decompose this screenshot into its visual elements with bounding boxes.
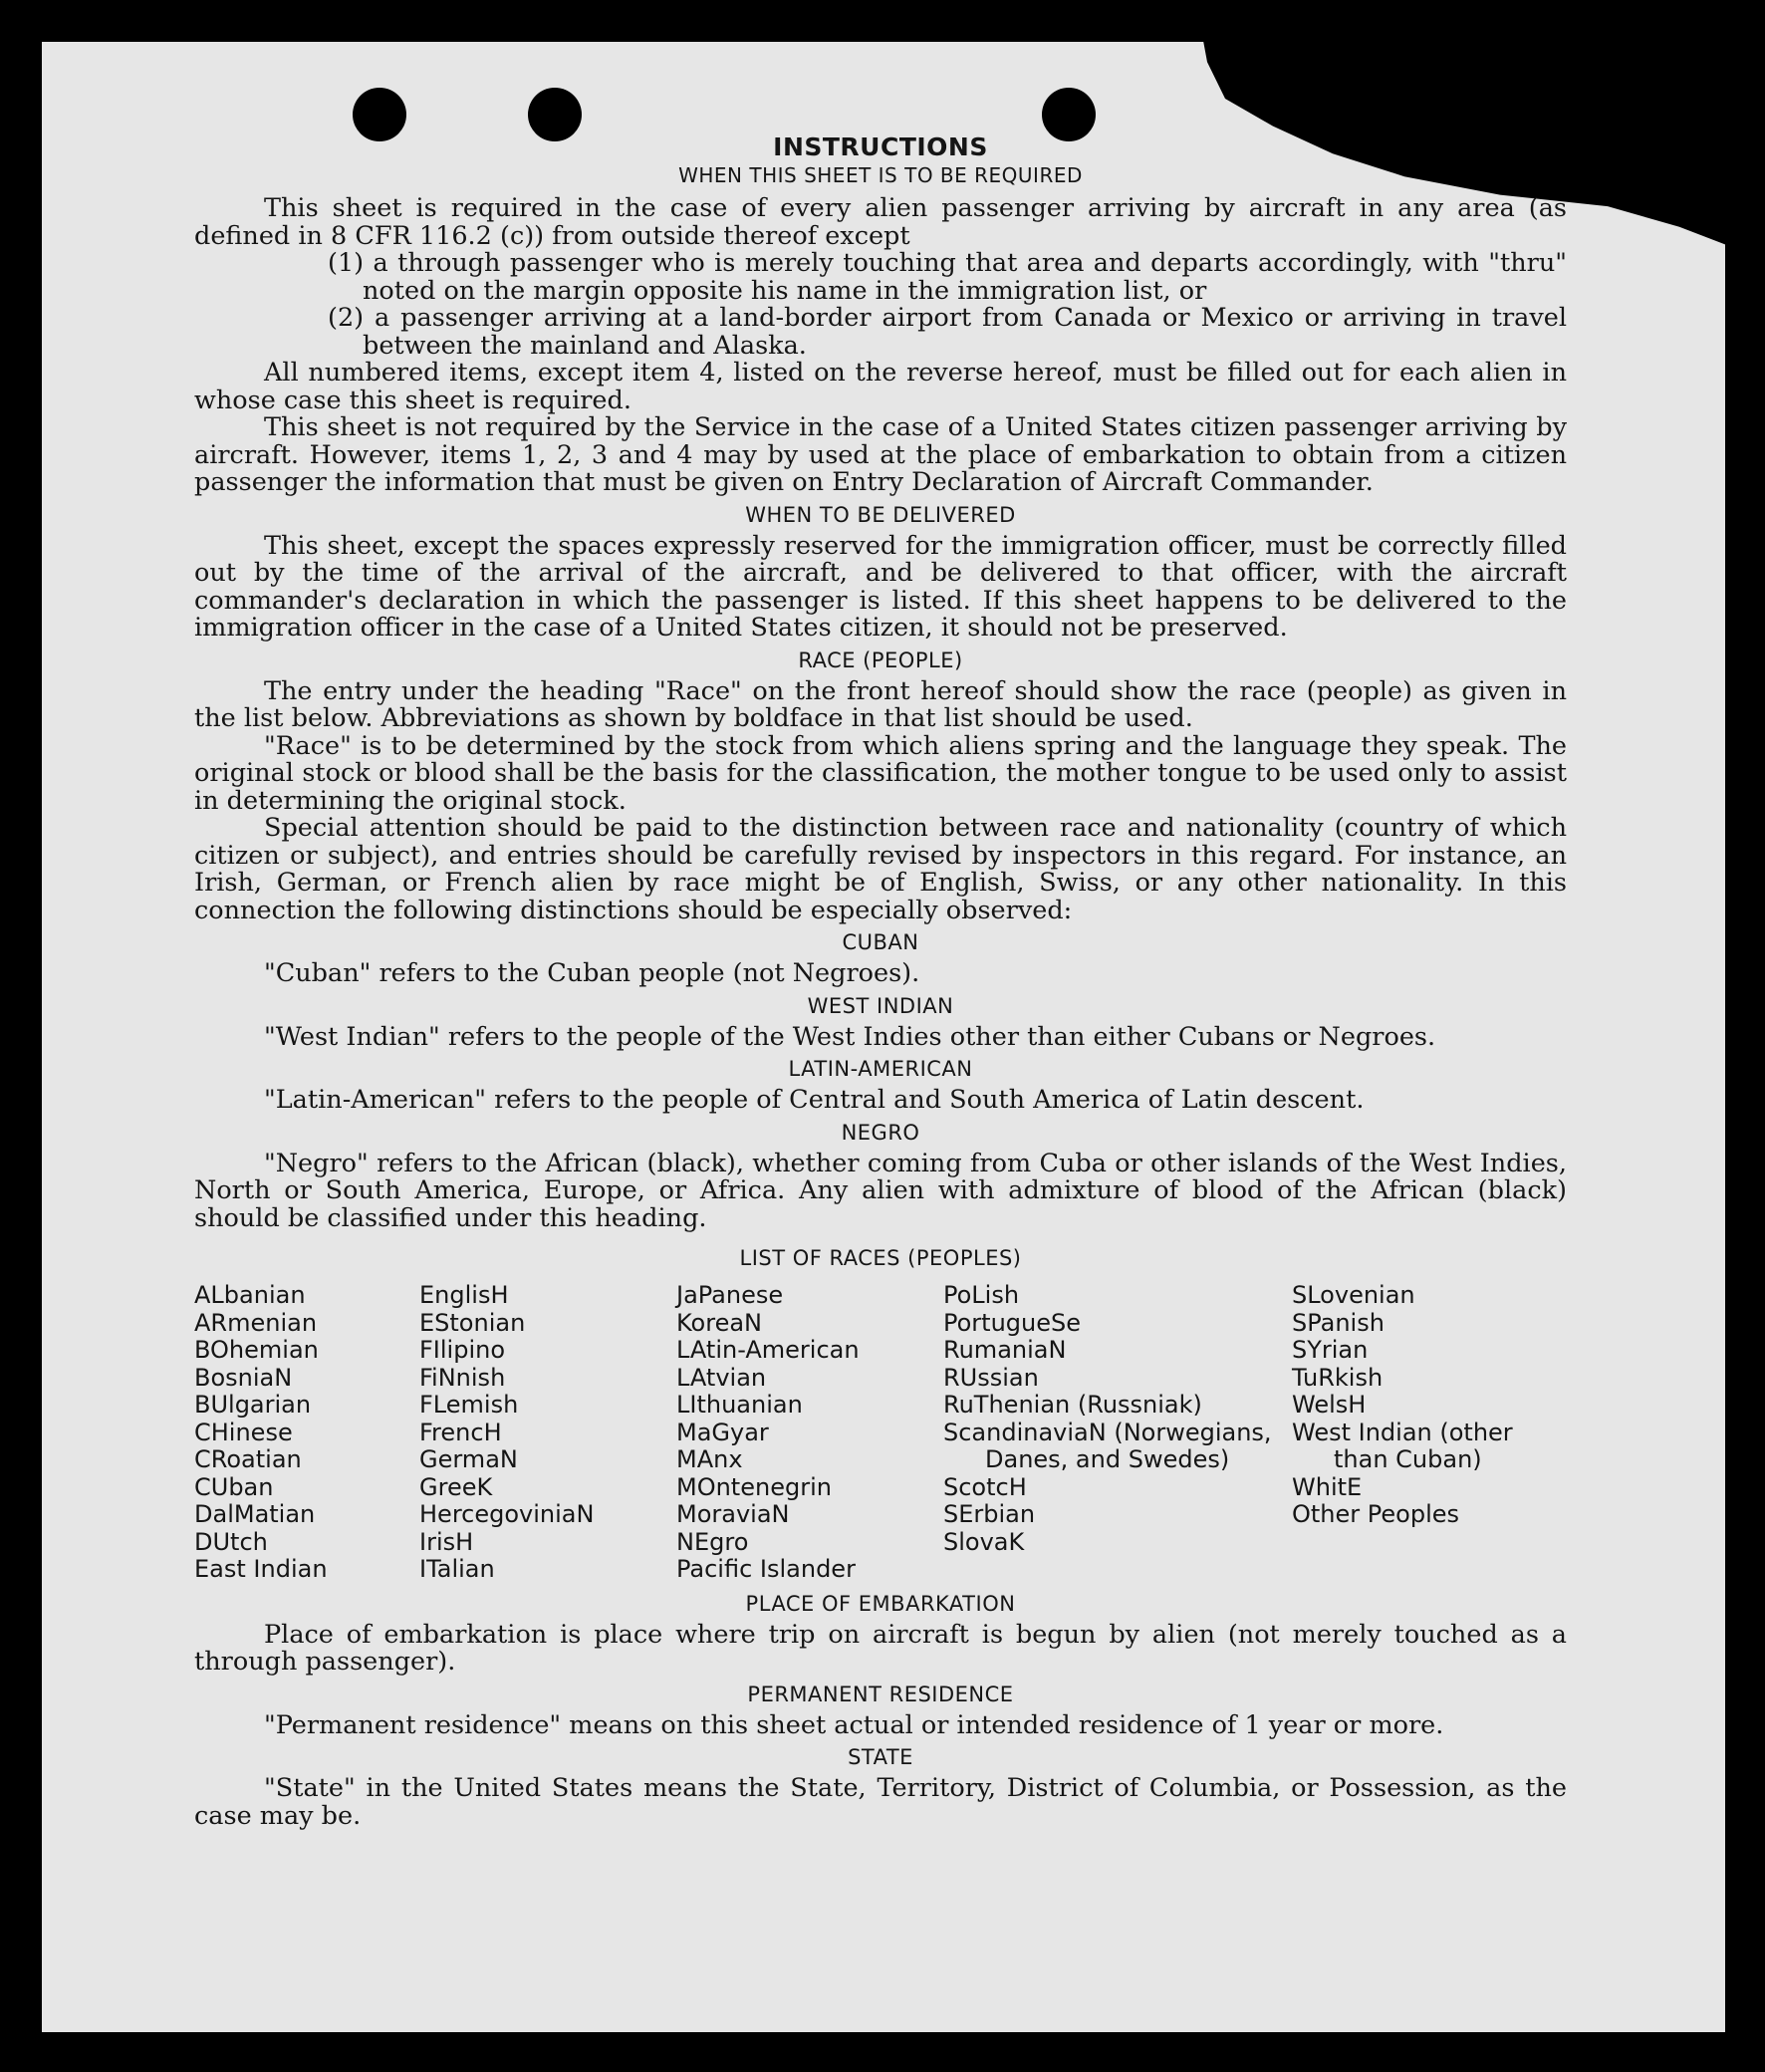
race-entry: TuRkish [1292,1363,1384,1392]
race-entry: HercegoviniaN [419,1500,595,1528]
page-title: INSTRUCTIONS [773,132,988,161]
race-entry: RumaniaN [943,1336,1067,1364]
paragraph: "Negro" refers to the African (black), whether coming from Cuba or other islands of the West Indies, North or South America, Europe, or Africa. Any alien with admixture of blood of the African (black) should be classified under this heading. [194,1148,1567,1233]
race-entry: GermaN [419,1445,518,1473]
paragraph: This sheet is required in the case of every alien passenger arriving by aircraft in any area (as defined in 8 CFR 116.2 (c)) from outside thereof except [194,193,1567,251]
section-heading-race: RACE (PEOPLE) [798,648,963,672]
paragraph: The entry under the heading "Race" on the front hereof should show the race (people) as given in the list below. Abbreviations as shown by boldface in that list should be used. [194,675,1567,733]
races-column [676,1282,943,1584]
race-entry: GreeK [419,1472,493,1501]
race-entry: LAtvian [676,1363,767,1392]
instructions-body [194,132,1567,1830]
race-entry: MaGyar [676,1418,769,1446]
paragraph: All numbered items, except item 4, listed on the reverse hereof, must be filled out for each alien in whose case this sheet is required. [194,358,1567,415]
section-heading-west-indian: WEST INDIAN [807,993,954,1018]
race-entry: DalMatian [194,1500,316,1528]
race-entry: SErbian [943,1500,1036,1528]
race-entry: ALbanian [194,1281,306,1309]
race-entry: WhitE [1292,1472,1363,1501]
race-entry: IrisH [419,1527,474,1556]
list-item: (1) a through passenger who is merely touching that area and departs accordingly, with "thru" noted on the margin opposite his name in the immigration list, or [328,248,1567,306]
race-entry: ScotcH [943,1472,1027,1501]
section-heading-required: WHEN THIS SHEET IS TO BE REQUIRED [678,163,1083,187]
race-entry: MOntenegrin [676,1472,832,1501]
race-entry: Other Peoples [1292,1500,1460,1528]
section-heading-latin-american: LATIN-AMERICAN [788,1057,973,1081]
section-heading-embarkation: PLACE OF EMBARKATION [745,1591,1016,1616]
race-entry: BosniaN [194,1363,293,1392]
paragraph: This sheet, except the spaces expressly reserved for the immigration officer, must be correctly filled out by the time of the arrival of the aircraft, and be delivered to that officer, with the aircraft commander's declaration in which the passenger is listed. If this sheet happens to be delivered to the immigration officer in the case of a United States citizen, it should not be preserved. [194,530,1567,643]
race-entry: PoLish [943,1281,1020,1309]
section-heading-residence: PERMANENT RESIDENCE [747,1682,1014,1706]
race-entry: LIthuanian [676,1391,803,1419]
race-entry: DUtch [194,1527,268,1556]
section-heading-list: LIST OF RACES (PEOPLES) [739,1246,1022,1270]
races-column [1292,1282,1567,1584]
section-heading-cuban: CUBAN [842,930,919,954]
race-entry: NEgro [676,1527,749,1556]
races-column [943,1282,1292,1584]
race-entry: Pacific Islander [676,1555,856,1583]
paragraph: "State" in the United States means the State, Territory, District of Columbia, or Possession, as the case may be. [194,1773,1567,1831]
list-item: (2) a passenger arriving at a land-border airport from Canada or Mexico or arriving in travel between the mainland and Alaska. [328,303,1567,361]
paragraph: "Latin-American" refers to the people of Central and South America of Latin descent. [264,1085,1365,1115]
paragraph: "Permanent residence" means on this sheet actual or intended residence of 1 year or more. [264,1709,1444,1740]
race-entry: EStonian [419,1308,526,1337]
race-entry: FIlipino [419,1336,506,1364]
race-entry: FrencH [419,1418,502,1446]
paragraph: Place of embarkation is place where trip on aircraft is begun by alien (not merely touched as a through passenger). [194,1619,1567,1677]
race-entry: PortugueSe [943,1308,1081,1337]
race-entry: WelsH [1292,1391,1367,1419]
race-entry: SLovenian [1292,1281,1415,1309]
race-entry: FiNnish [419,1363,506,1392]
paragraph: This sheet is not required by the Service in the case of a United States citizen passenger arriving by aircraft. However, items 1, 2, 3 and 4 may by used at the place of embarkation to obtain from a citizen passenger the information that must be given on Entry Declaration of Aircraft Commander. [194,412,1567,497]
race-entry: ITalian [419,1555,495,1583]
paragraph: "West Indian" refers to the people of the West Indies other than either Cubans or Negroes. [264,1021,1436,1052]
race-entry: CRoatian [194,1445,302,1473]
race-entry: West Indian (other than Cuban) [1292,1418,1513,1473]
paragraph: Special attention should be paid to the distinction between race and nationality (country of which citizen or subject), and entries should be carefully revised by inspectors in this regard. For instance, an Irish, German, or French alien by race might be of English, Swiss, or any other nationality. In this connection the following distinctions should be especially observed: [194,813,1567,925]
race-entry: CHinese [194,1418,293,1446]
race-entry: KoreaN [676,1308,762,1337]
paragraph: "Race" is to be determined by the stock from which aliens spring and the language they speak. The original stock or blood shall be the basis for the classification, the mother tongue to be used only to assist in determining the original stock. [194,730,1567,816]
race-entry: FLemish [419,1391,519,1419]
race-entry: BOhemian [194,1336,319,1364]
races-column [419,1282,676,1584]
race-entry: ScandinaviaN (Norwegians, Danes, and Swedes) [943,1418,1272,1473]
section-heading-state: STATE [848,1745,913,1769]
section-heading-negro: NEGRO [841,1120,920,1145]
race-entry: SPanish [1292,1308,1385,1337]
race-entry: RuThenian (Russniak) [943,1391,1202,1419]
race-entry: RUssian [943,1363,1039,1392]
race-entry: East Indian [194,1555,328,1583]
race-entry: SlovaK [943,1527,1025,1556]
paragraph: "Cuban" refers to the Cuban people (not Negroes). [264,958,920,988]
race-entry: EnglisH [419,1281,509,1309]
race-entry: CUban [194,1472,274,1501]
section-heading-delivered: WHEN TO BE DELIVERED [745,502,1016,527]
race-entry: LAtin-American [676,1336,860,1364]
race-entry: MAnx [676,1445,743,1473]
races-column [194,1282,419,1584]
race-entry: SYrian [1292,1336,1369,1364]
race-entry: MoraviaN [676,1500,790,1528]
race-entry: JaPanese [676,1281,784,1309]
race-entry: BUlgarian [194,1391,312,1419]
races-list [194,1282,1567,1584]
race-entry: ARmenian [194,1308,318,1337]
